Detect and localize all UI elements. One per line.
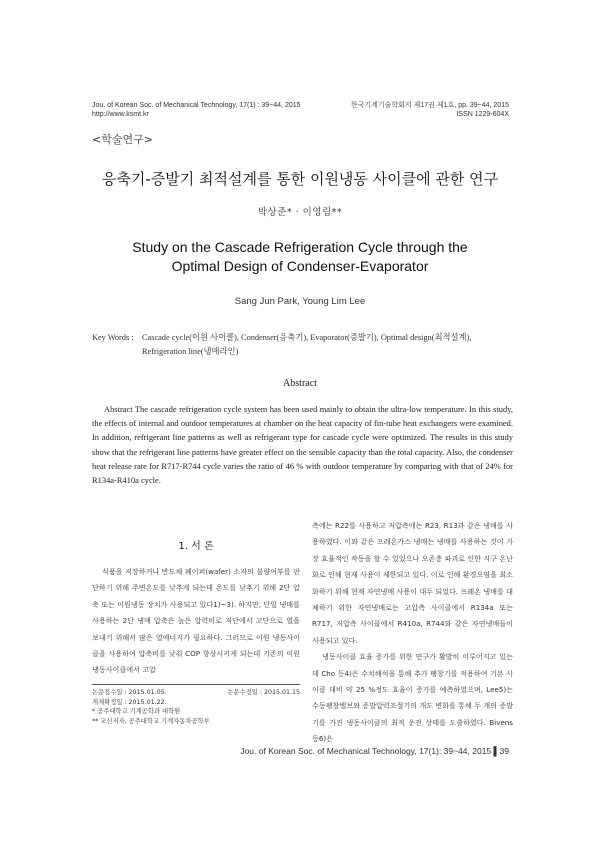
revised-date: 논문수정일 : 2015.01.15. bbox=[227, 689, 302, 696]
authors-english: Sang Jun Park, Young Lim Lee bbox=[234, 296, 366, 307]
footnote-dates-row bbox=[92, 688, 302, 698]
keywords-block bbox=[92, 331, 512, 359]
journal-citation-en: Jou. of Korean Soc. of Mechanical Technology, 17(1) : 39~44, 2015 bbox=[92, 102, 301, 109]
journal-url[interactable]: http://www.ksmt.kr bbox=[92, 111, 149, 118]
left-column bbox=[92, 540, 300, 679]
journal-citation-kr: 한국기계기술학회지 제17권 제1호, pp. 39~44, 2015 bbox=[350, 102, 509, 109]
authors-korean: 박상준* · 이영림** bbox=[257, 207, 343, 218]
page-footer: Jou. of Korean Soc. of Mechanical Technology, 17(1): 39~44, 2015 ▌39 bbox=[240, 746, 509, 756]
footnotes bbox=[92, 688, 302, 726]
footnote-divider bbox=[92, 684, 300, 685]
issn: ISSN 1229-604X bbox=[456, 111, 509, 118]
title-english-line2: Optimal Design of Condenser-Evaporator bbox=[171, 258, 429, 274]
right-column bbox=[312, 518, 513, 748]
affiliation-1: * 공주대학교 기계공학과 대학원 bbox=[92, 708, 181, 715]
intro-paragraph-left: 식품을 저장하거나 반도체 웨이퍼(wafer) 소자의 불량여부를 판단하기 위해 주변온도를 낮추게 되는데 온도를 낮추기 위해 2단 압축 또는 이원냉동 장치가 사용되고 있다1)~3). 하지만, 단일 냉매를 사용하는 2단 냉매 압축은 높은 압력비로 저단에서 고단으로 열을 보내기 위해서 많은 열에너지가 필요하다. 그러므로 이원 냉동사이클을 사용하여 압축비를 낮춰 COP 향상시키게 되는데 기존의 이원 냉동사이클에서 고압 bbox=[92, 567, 300, 675]
abstract-heading: Abstract bbox=[283, 378, 317, 389]
title-korean: 응축기-증발기 최적설계를 통한 이원냉동 사이클에 관한 연구 bbox=[101, 170, 499, 188]
received-date: 논문접수일 : 2015.01.05. bbox=[92, 689, 167, 696]
title-english-line1: Study on the Cascade Refrigeration Cycle through the bbox=[132, 239, 468, 255]
accepted-date: 게재확정일 : 2015.01.22. bbox=[92, 698, 167, 706]
section-heading-introduction: 1. 서 론 bbox=[178, 541, 214, 552]
keywords-text2: Refrigeration line(냉매라인) bbox=[142, 347, 239, 356]
intro-paragraph-right-2: 냉동사이클 효율 증가를 위한 연구가 활발히 이루어지고 있는데 Cho 등4)은 수치해석을 통해 추가 팽창기를 적용하여 기본 사이클 대비 약 25 %정도 효율이 증가를 예측하였으며, Lee5)는 수동팽창밸브와 증발압력조절기의 개도 변화를 통해 두 개의 증발기를 가진 냉동사이클의 최적 운전 상태를 도출하였다. Bivens 등6)은 bbox=[312, 652, 513, 744]
article-type-tag: <학술연구> bbox=[92, 133, 153, 146]
keywords-line1 bbox=[92, 331, 512, 345]
running-header-right bbox=[351, 101, 509, 119]
keywords-text1: Cascade cycle(이원 사이클), Condenser(응축기), Evaporator(증발기), Optimal design(최적설계), bbox=[142, 333, 472, 342]
running-header-left bbox=[92, 101, 301, 119]
intro-paragraph-right-1: 측에는 R22를 사용하고 저압측에는 R23, R13과 같은 냉매를 사용하였다. 이와 같은 프레온가스 냉매는 냉매를 사용하는 것이 가장 효율적인 작동을 할 수 있었으나 오존층 파괴로 인한 지구 온난화로 인해 현재 사용이 제한되고 있다. 이로 인해 환경오염을 최소화하기 위해 현재 자연냉매 사용이 대두 되었다. 프레온 냉매를 대체하기 위한 자연냉매로는 고압측 사이클에서 R134a 또는 R717, 저압측 사이클에서 R410a, R744와 같은 자연냉매들이 사용되고 있다. bbox=[312, 521, 513, 645]
title-english bbox=[0, 238, 600, 276]
keywords-label: Key Words : bbox=[92, 333, 134, 342]
abstract-body: Abstract The cascade refrigeration cycle system has been used mainly to obtain the ultra-low temperature. In this study, the effects of internal and outdoor temperatures at chamber on the heat capacity of fin-tube heat exchangers were examined. In addition, refrigerant line patterns as well as refrigerant type for cascade cycle were optimized. The results in this study show that the refrigerant line patterns have greater effect on the sensible capacity than the total capacity. Also, the condenser heat release rate for R717-R744 cycle varies the ratio of 46 % with outdoor temperature by comparing with that of 24% for R134a-R410a cycle. bbox=[92, 404, 513, 486]
affiliation-2: ** 교신저자, 공주대학교 기계자동차공학부 bbox=[92, 717, 210, 725]
